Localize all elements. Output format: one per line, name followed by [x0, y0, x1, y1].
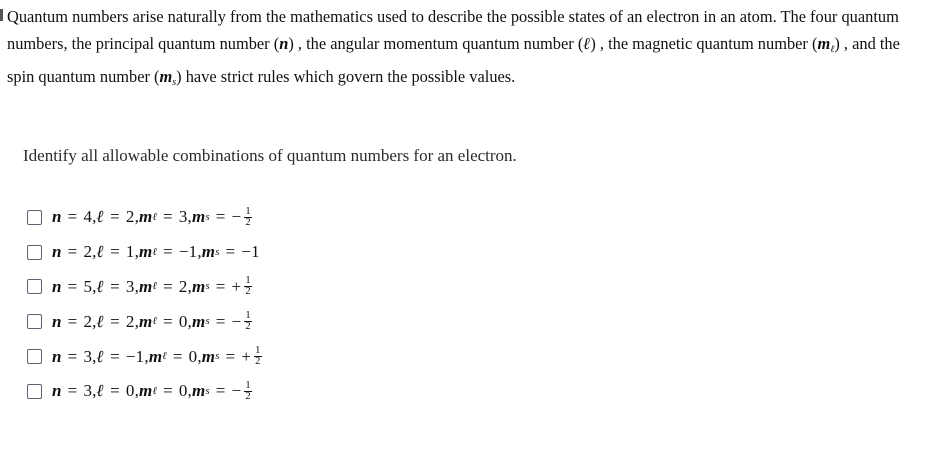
- answer-option[interactable]: [27, 200, 262, 235]
- intro-text-3: ) , the magnetic quantum number (: [590, 34, 818, 53]
- answer-option[interactable]: [27, 374, 262, 409]
- symbol-ml-subscript: ℓ: [152, 211, 158, 223]
- value-l: −1: [125, 346, 145, 366]
- value-n: 3: [83, 381, 93, 401]
- symbol-ml-subscript: ℓ: [152, 316, 158, 328]
- equals-sign: =: [67, 346, 78, 366]
- option-formula: n = 2 , ℓ = 2 , m ℓ = 0 , m s = − $\frac{1}{2}$: [52, 310, 251, 333]
- value-ms: −1: [241, 242, 260, 262]
- fraction-denominator: 2: [245, 390, 251, 402]
- option-formula: n = 5 , ℓ = 3 , m ℓ = 2 , m s = + $\frac{1}{2}$: [52, 275, 251, 298]
- symbol-ms: m: [192, 381, 206, 401]
- symbol-n: n: [52, 276, 62, 296]
- symbol-ml-subscript: ℓ: [830, 44, 835, 55]
- value-l: 2: [125, 207, 135, 227]
- equals-sign: =: [110, 381, 120, 401]
- equals-sign: =: [215, 207, 226, 227]
- symbol-n: n: [52, 207, 62, 227]
- symbol-ms-subscript: s: [172, 77, 177, 88]
- value-l: 0: [125, 381, 135, 401]
- symbol-n: n: [52, 346, 62, 366]
- symbol-ms-subscript: s: [205, 211, 210, 223]
- equals-sign: =: [67, 276, 78, 296]
- value-ml: 0: [188, 346, 198, 366]
- value-l: 1: [125, 242, 135, 262]
- equals-sign: =: [67, 207, 78, 227]
- symbol-ml: m: [148, 346, 163, 366]
- value-ms-sign: +: [231, 276, 242, 296]
- equals-sign: =: [225, 242, 236, 262]
- equals-sign: =: [163, 207, 173, 227]
- answer-option[interactable]: [27, 270, 262, 305]
- fraction-denominator: 2: [245, 286, 251, 298]
- equals-sign: =: [110, 276, 120, 296]
- fraction-denominator: 2: [255, 356, 261, 368]
- symbol-ms: m: [192, 311, 206, 331]
- symbol-l: ℓ: [96, 276, 105, 296]
- value-ms-fraction: [254, 346, 261, 367]
- equals-sign: =: [163, 311, 173, 331]
- answer-option[interactable]: [27, 339, 262, 374]
- equals-sign: =: [172, 346, 183, 366]
- equals-sign: =: [163, 381, 173, 401]
- intro-text-4: ) , and the spin quantum number (: [7, 34, 900, 86]
- option-formula: n = 3 , ℓ = −1 , m ℓ = 0 , m s = + $\frac{1}{2}$: [52, 345, 261, 368]
- equals-sign: =: [110, 207, 120, 227]
- symbol-ml-subscript: ℓ: [152, 281, 158, 293]
- symbol-l: ℓ: [96, 311, 105, 331]
- equals-sign: =: [67, 311, 78, 331]
- fraction-numerator: 1: [245, 205, 251, 217]
- value-ms-sign: +: [241, 346, 252, 366]
- symbol-ml: m: [139, 381, 153, 401]
- symbol-ml-subscript: ℓ: [152, 385, 158, 397]
- symbol-ms: m: [192, 207, 206, 227]
- value-ml: 0: [178, 381, 188, 401]
- answer-option[interactable]: [27, 235, 262, 270]
- value-ms-fraction: [244, 311, 251, 332]
- value-ms-sign: −: [231, 381, 242, 401]
- symbol-l: ℓ: [583, 34, 591, 53]
- symbol-n: n: [279, 34, 289, 53]
- symbol-n: n: [52, 242, 62, 262]
- symbol-l: ℓ: [96, 242, 105, 262]
- question-intro: [7, 3, 927, 96]
- fraction-denominator: 2: [245, 216, 251, 228]
- symbol-ml-subscript: ℓ: [152, 246, 158, 258]
- symbol-n: n: [52, 381, 62, 401]
- symbol-ms: m: [192, 276, 206, 296]
- equals-sign: =: [215, 311, 226, 331]
- answer-options-list: [27, 200, 262, 409]
- intro-text-5: ) have strict rules which govern the possible values.: [176, 67, 516, 86]
- equals-sign: =: [110, 242, 120, 262]
- equals-sign: =: [110, 346, 120, 366]
- fraction-numerator: 1: [255, 345, 261, 357]
- option-checkbox[interactable]: [27, 349, 42, 364]
- fraction-numerator: 1: [245, 379, 251, 391]
- symbol-ml: m: [139, 207, 153, 227]
- symbol-ml: m: [139, 311, 153, 331]
- value-n: 2: [83, 311, 93, 331]
- equals-sign: =: [215, 276, 226, 296]
- question-instruction: Identify all allowable combinations of quantum numbers for an electron.: [23, 146, 517, 165]
- value-ml: −1: [178, 242, 198, 262]
- symbol-ms: m: [159, 67, 173, 86]
- equals-sign: =: [163, 242, 173, 262]
- value-n: 4: [83, 207, 93, 227]
- option-checkbox[interactable]: [27, 384, 42, 399]
- symbol-l: ℓ: [96, 381, 105, 401]
- value-l: 2: [125, 311, 135, 331]
- value-ms-fraction: [244, 207, 251, 228]
- answer-option[interactable]: [27, 304, 262, 339]
- value-ml: 0: [178, 311, 188, 331]
- symbol-ms-subscript: s: [215, 351, 220, 363]
- symbol-ml: m: [139, 276, 153, 296]
- fraction-numerator: 1: [245, 275, 251, 287]
- option-formula: n = 2 , ℓ = 1 , m ℓ = −1 , m s = −1: [52, 242, 260, 262]
- fraction-numerator: 1: [245, 310, 251, 322]
- equals-sign: =: [215, 381, 226, 401]
- value-n: 2: [83, 242, 93, 262]
- symbol-ms-subscript: s: [205, 385, 210, 397]
- value-ml: 3: [178, 207, 188, 227]
- value-ms-sign: −: [231, 311, 242, 331]
- symbol-ms-subscript: s: [205, 281, 210, 293]
- symbol-ms: m: [201, 242, 216, 262]
- value-ms-sign: −: [231, 207, 242, 227]
- symbol-ml: m: [817, 34, 831, 53]
- value-n: 3: [83, 346, 93, 366]
- option-formula: n = 4 , ℓ = 2 , m ℓ = 3 , m s = − $\frac{1}{2}$: [52, 205, 251, 228]
- equals-sign: =: [67, 242, 78, 262]
- symbol-l: ℓ: [96, 207, 105, 227]
- equals-sign: =: [67, 381, 78, 401]
- symbol-ml-subscript: ℓ: [162, 351, 167, 363]
- intro-text-1: Quantum numbers arise naturally from the mathematics used to describe the possible states of an electron in an atom. The four quantum numbers, the principal quantum number (: [7, 7, 899, 53]
- left-edge-marker: [0, 9, 3, 21]
- symbol-ms-subscript: s: [215, 246, 220, 258]
- value-ms-fraction: [244, 276, 251, 297]
- value-l: 3: [125, 276, 135, 296]
- option-checkbox[interactable]: [27, 279, 42, 294]
- fraction-denominator: 2: [245, 321, 251, 333]
- symbol-n: n: [52, 311, 62, 331]
- value-n: 5: [83, 276, 93, 296]
- intro-text-2: ) , the angular momentum quantum number (: [288, 34, 584, 53]
- value-ms-fraction: [244, 381, 251, 402]
- symbol-ms: m: [201, 346, 216, 366]
- option-formula: n = 3 , ℓ = 0 , m ℓ = 0 , m s = − $\frac{1}{2}$: [52, 379, 251, 402]
- symbol-l: ℓ: [96, 346, 105, 366]
- option-checkbox[interactable]: [27, 210, 42, 225]
- option-checkbox[interactable]: [27, 245, 42, 260]
- equals-sign: =: [110, 311, 120, 331]
- symbol-ml: m: [139, 242, 153, 262]
- value-ml: 2: [178, 276, 188, 296]
- equals-sign: =: [225, 346, 236, 366]
- option-checkbox[interactable]: [27, 314, 42, 329]
- equals-sign: =: [163, 276, 173, 296]
- symbol-ms-subscript: s: [205, 316, 210, 328]
